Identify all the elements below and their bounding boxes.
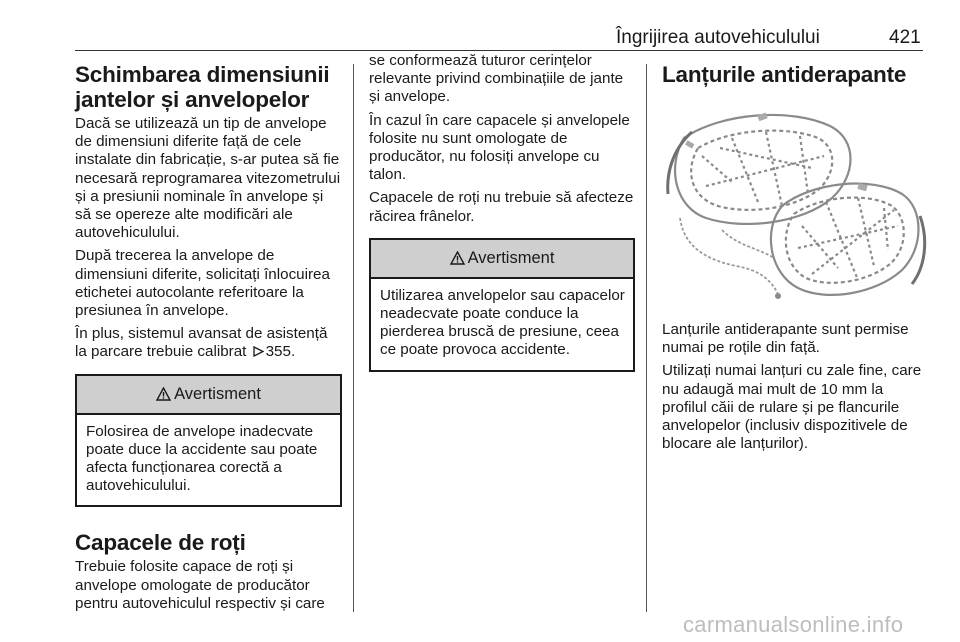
section-title-snow-chains: Lanțurile antiderapante	[662, 62, 907, 87]
page-reference[interactable]: 355.	[265, 343, 296, 361]
warning-header	[77, 376, 340, 415]
warning-triangle-icon	[156, 387, 171, 401]
warning-triangle-icon	[450, 251, 465, 265]
column-1	[75, 62, 342, 613]
section-title-line-2: jantelor și anvelopelor	[75, 87, 310, 112]
section-title-line-1: Schimbarea dimensiunii	[75, 62, 330, 87]
warning-body	[371, 279, 633, 370]
paragraph: Capacele de roți nu trebuie să afecteze răcirea frânelor.	[369, 189, 634, 225]
warning-box-tyres	[75, 374, 342, 508]
warning-body	[77, 415, 340, 506]
paragraph: Dacă se utilizează un tip de anvelope de dimensiuni diferite față de cele instalate din fabricație, s-ar putea să fie necesară reprogramarea vitezometrului și a presiunii nominale în anvelope și să se opereze alte modificări ale autovehiculului.	[75, 115, 341, 242]
warning-title: Avertisment	[174, 384, 261, 403]
paragraph: În cazul în care capacele și anvelopele folosite nu sunt omologate de producător, nu folosiți anvelope cu talon.	[369, 111, 630, 184]
snow-chains-illustration	[662, 98, 927, 310]
column-3	[662, 62, 927, 453]
paragraph-with-reference	[75, 325, 342, 361]
header-title: Îngrijirea autovehiculului	[616, 27, 820, 48]
paragraph-text: În plus, sistemul avansat de asistență la parcare trebuie calibrat	[75, 325, 328, 361]
warning-box-wheel-covers	[369, 238, 635, 372]
column-2	[369, 52, 635, 372]
warning-title: Avertisment	[467, 248, 555, 267]
paragraph: Trebuie folosite capace de roți și anvelope omologate de producător pentru autovehiculul respectiv și care	[75, 558, 325, 612]
column-divider-2	[646, 64, 647, 612]
section-title-wheel-covers: Capacele de roți	[75, 530, 246, 556]
header-divider	[75, 50, 923, 51]
page-number: 421	[889, 27, 921, 48]
paragraph: se conformează tuturor cerințelor relevante privind combinațiile de jante și anvelope.	[369, 52, 624, 106]
paragraph: Lanțurile antiderapante sunt permise numai pe roțile din față.	[662, 321, 909, 357]
warning-text: Folosirea de anvelope inadecvate poate duce la accidente sau poate afecta funcționarea corectă a autovehiculului.	[86, 422, 318, 495]
paragraph: După trecerea la anvelope de dimensiuni diferite, solicitați înlocuirea etichetei autocolante referitoare la presiunea în anvelope.	[75, 247, 330, 320]
warning-header	[371, 240, 633, 279]
section-title-rim-tyre-size	[75, 62, 342, 112]
warning-text: Utilizarea anvelopelor sau capacelor neadecvate poate conduce la pierderea bruscă de presiune, ceea ce poate provoca accidente.	[380, 286, 625, 359]
page-reference-arrow-icon	[253, 346, 264, 357]
paragraph: Utilizați numai lanțuri cu zale fine, care nu adaugă mai mult de 10 mm la profilul căii de rulare și pe flancurile anvelopelor (inclusiv dispozitivele de blocare ale lanțurilor).	[662, 362, 922, 453]
column-divider-1	[353, 64, 354, 612]
watermark: carmanualsonline.info	[683, 612, 904, 637]
